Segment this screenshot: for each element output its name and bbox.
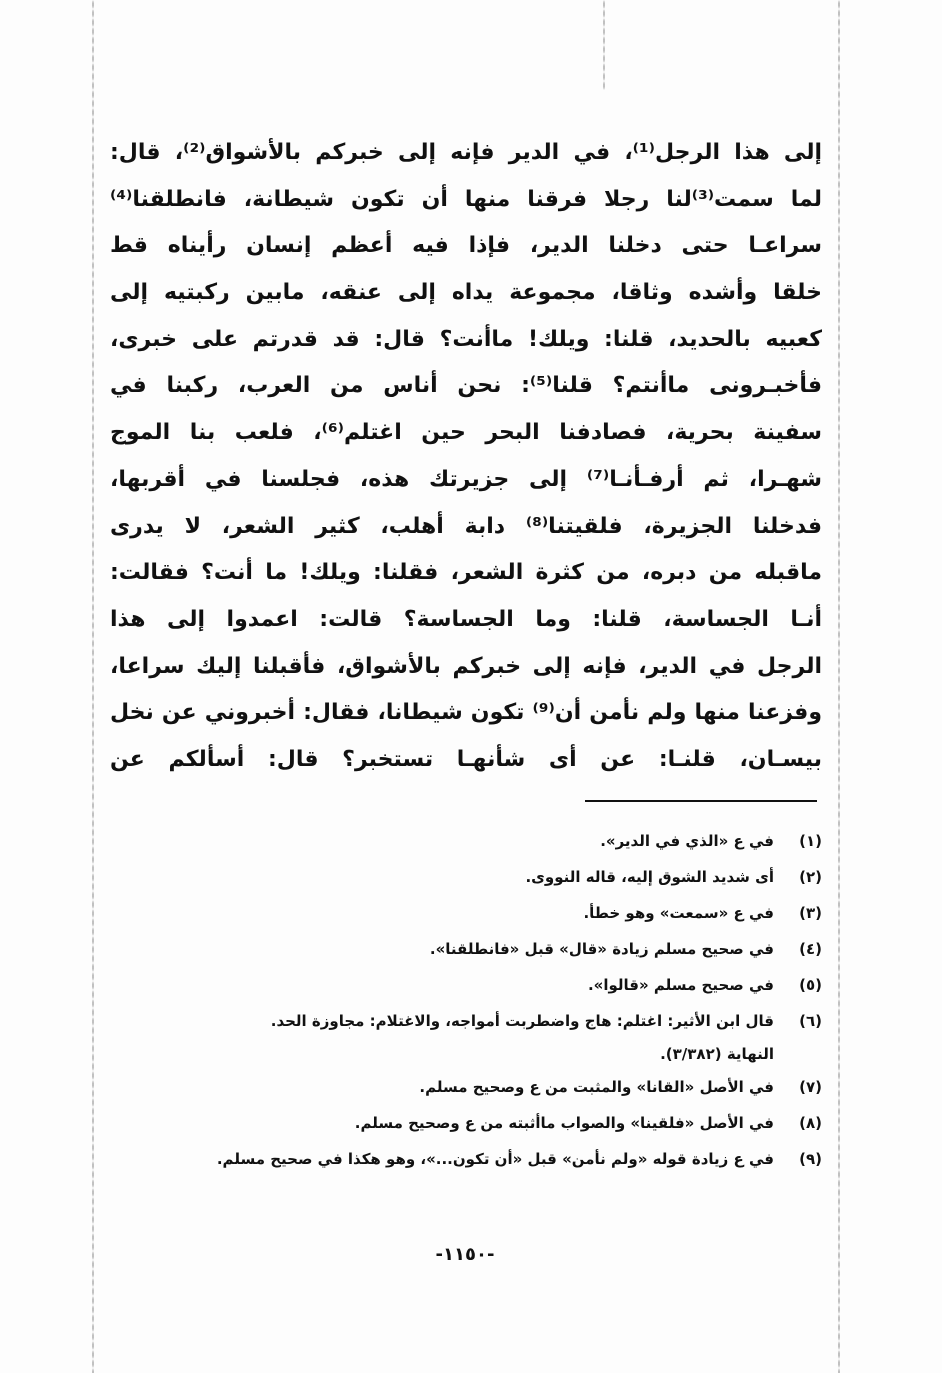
footnote-number: (٨) [799, 1114, 822, 1132]
footnote-text: أى شديد الشوق إليه، قاله النووى. [525, 868, 774, 886]
footnote-6 [150, 1003, 822, 1039]
page-number: -١١٥٠- [435, 1244, 495, 1265]
footnote-4 [150, 931, 822, 967]
body-line: فدخلنا الجزيرة، فلقيتنا⁽⁸⁾ دابة أهلب، كثير الشعر، لا يدرى [110, 513, 822, 539]
footnote-text: في ع «الذي في الدير». [600, 832, 774, 850]
body-line: شهـرا، ثم أرفـأنـا⁽⁷⁾ إلى جزيرتك هذه، فجلسنا في أقربها، [110, 466, 822, 492]
body-line: أنـا الجساسة، قلنا: وما الجساسة؟ قالت: اعمدوا إلى هذا [110, 606, 822, 632]
body-line: كعبيه بالحديد، قلنا: ويلك! ماأنت؟ قال: قد قدرتم على خبرى، [110, 326, 822, 352]
footnote-5 [150, 967, 822, 1003]
footnote-1 [150, 823, 822, 859]
footnote-number: (٩) [799, 1150, 822, 1168]
footnote-number: (٢) [799, 868, 822, 886]
footnote-text: قال ابن الأثير: اغتلم: هاج واضطربت أمواجه، والاغتلام: مجاوزة الحد. [270, 1012, 774, 1030]
footnote-number: (١) [799, 832, 822, 850]
footnote-7 [150, 1069, 822, 1105]
footnotes-block [150, 823, 822, 1177]
body-line: وفزعنا منها ولم نأمن أن⁽⁹⁾ تكون شيطانا، فقال: أخبروني عن نخل [110, 700, 822, 726]
body-line: سراعـا حتى دخلنا الدير، فإذا فيه أعظم إنسان رأيناه قط [110, 233, 822, 259]
body-line: فأخبـرونى ماأنتم؟ قلنا⁽⁵⁾: نحن أناس من العرب، ركبنا في [110, 373, 822, 399]
footnote-number: (٣) [799, 904, 822, 922]
footnote-text: في ع زيادة قوله «ولم نأمن» قبل «أن تكون...»، وهو هكذا في صحيح مسلم. [216, 1150, 774, 1168]
footnote-number: (٥) [799, 976, 822, 994]
scan-artifact-top [603, 0, 605, 90]
scan-artifact-left [92, 0, 94, 1373]
footnote-text: في الأصل «القانا» والمثبت من ع وصحيح مسلم. [419, 1078, 774, 1096]
footnote-separator [585, 800, 817, 802]
footnote-text: في ع «سمعت» وهو خطأ. [583, 904, 774, 922]
footnote-text: في الأصل «فلقينا» والصواب ماأثبته من ع وصحيح مسلم. [354, 1114, 774, 1132]
footnote-number: (٦) [799, 1012, 822, 1030]
footnote-text: في صحيح مسلم زيادة «قال» قبل «فانطلقنا». [429, 940, 774, 958]
body-line: لما سمت⁽³⁾لنا رجلا فرقنا منها أن تكون شيطانة، فانطلقنا⁽⁴⁾ [110, 186, 822, 212]
body-line: إلى هذا الرجل⁽¹⁾، في الدير فإنه إلى خبركم بالأشواق⁽²⁾، قال: [110, 140, 822, 165]
scan-artifact-right [838, 0, 840, 1373]
footnote-number: (٤) [799, 940, 822, 958]
footnote-text: في صحيح مسلم «قالوا». [587, 976, 774, 994]
footnote-9 [150, 1141, 822, 1177]
footnote-6-continuation: النهاية (٣/٣٨٢). [660, 1045, 774, 1063]
body-line: ماقبله من دبره، من كثرة الشعر، فقلنا: ويلك! ما أنت؟ فقالت: [110, 560, 822, 586]
body-line: سفينة بحرية، فصادفنا البحر حين اغتلم⁽⁶⁾، فلعب بنا الموج [110, 420, 822, 446]
footnote-8 [150, 1105, 822, 1141]
body-line: الرجل في الدير، فإنه إلى خبركم بالأشواق، فأقبلنا إليك سراعا، [110, 653, 822, 679]
footnote-3 [150, 895, 822, 931]
main-text-block [110, 130, 822, 784]
body-line: خلقا وأشده وثاقا، مجموعة يداه إلى عنقه، مابين ركبتيه إلى [110, 280, 822, 306]
footnote-number: (٧) [799, 1078, 822, 1096]
footnote-2 [150, 859, 822, 895]
body-line: بيسـان، قلنـا: عن أى شأنهـا تستخبر؟ قال: أسألكم عن [110, 746, 822, 772]
